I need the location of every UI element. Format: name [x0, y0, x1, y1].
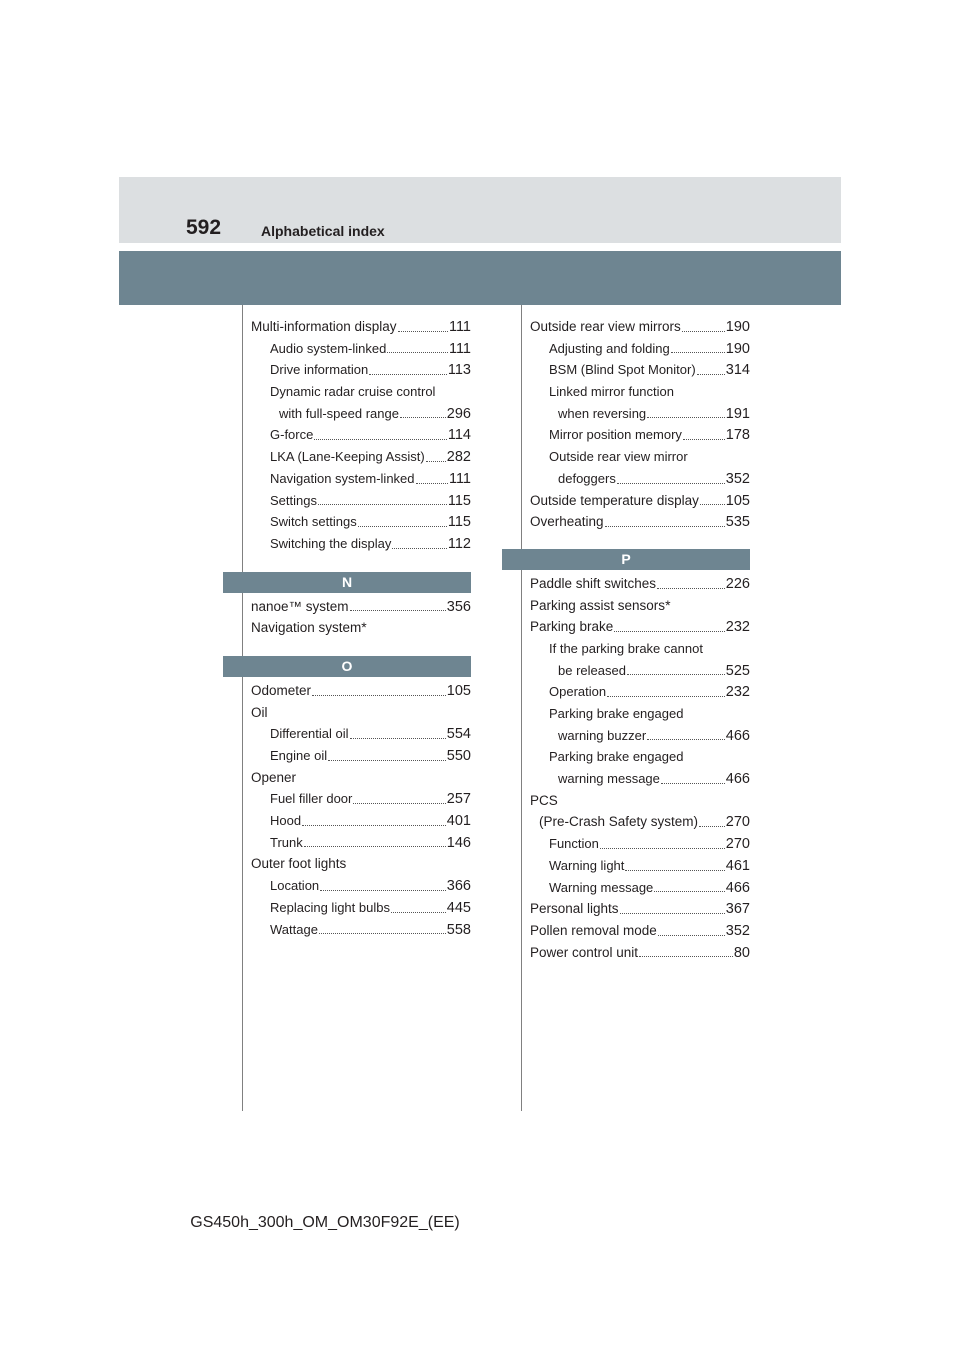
leader-dots — [699, 826, 725, 827]
index-entry — [251, 446, 471, 468]
index-entry — [251, 702, 471, 724]
entry-label: Overheating — [530, 514, 604, 530]
leader-dots — [671, 352, 725, 353]
index-entry — [251, 359, 471, 381]
entry-page-number: 111 — [448, 319, 471, 335]
index-entry — [530, 790, 750, 812]
entry-label: PCS — [530, 792, 558, 808]
page-number: 592 — [186, 216, 222, 239]
index-group-o-continued — [530, 316, 750, 533]
entry-label: Parking assist sensors — [530, 597, 666, 613]
leader-dots — [320, 890, 446, 891]
entry-page-number: 282 — [446, 449, 471, 466]
index-entry — [251, 853, 471, 875]
leader-dots — [658, 935, 725, 936]
index-entry — [530, 490, 750, 512]
entry-page-number: 190 — [725, 340, 750, 357]
entry-page-number: 466 — [725, 771, 750, 788]
entry-label: Switch settings — [270, 514, 357, 530]
entry-page-number: 554 — [446, 726, 471, 743]
entry-page-number: 445 — [446, 899, 471, 916]
entry-label: Paddle shift switches — [530, 575, 657, 591]
index-entry — [251, 723, 471, 745]
index-entry: Navigation system * — [251, 617, 471, 639]
entry-page-number: 111 — [448, 340, 471, 357]
index-entry — [530, 855, 750, 877]
entry-page-number: 401 — [446, 813, 471, 830]
entry-label: Navigation system-linked — [270, 470, 415, 486]
leader-dots — [614, 631, 725, 632]
index-entry — [530, 338, 750, 360]
index-entry — [530, 403, 750, 425]
leader-dots — [654, 891, 725, 892]
index-entry — [530, 511, 750, 533]
index-entry — [251, 424, 471, 446]
index-entry — [251, 338, 471, 360]
leader-dots — [314, 439, 447, 440]
entry-page-number: 314 — [725, 362, 750, 379]
leader-dots — [400, 417, 446, 418]
leader-dots — [620, 913, 725, 914]
entry-label: nanoe™ system — [251, 598, 349, 614]
leader-dots — [369, 374, 447, 375]
entry-label: defoggers — [558, 470, 616, 486]
entry-page-number: 257 — [446, 791, 471, 808]
entry-page-number: 232 — [725, 619, 750, 636]
entry-page-number: 115 — [447, 492, 471, 509]
leader-dots — [647, 739, 725, 740]
entry-label: Parking brake — [530, 619, 614, 635]
entry-label: G-force — [270, 427, 314, 443]
leader-dots — [391, 912, 446, 913]
entry-label: Operation — [549, 684, 607, 700]
right-column — [530, 316, 750, 963]
header-bar — [119, 251, 841, 305]
leader-dots — [387, 352, 448, 353]
entry-label: Dynamic radar cruise control — [270, 384, 436, 400]
leader-dots — [426, 461, 446, 462]
entry-page-number: 367 — [725, 901, 750, 918]
entry-label: with full-speed range — [279, 405, 399, 421]
entry-label: Multi-information display — [251, 319, 397, 334]
leader-dots — [627, 674, 725, 675]
leader-dots — [312, 695, 446, 696]
entry-label: warning message — [558, 771, 660, 787]
index-entry — [530, 920, 750, 942]
entry-label: Adjusting and folding — [549, 340, 670, 356]
entry-page-number: 111 — [448, 470, 471, 487]
index-entry — [251, 919, 471, 941]
index-entry — [251, 403, 471, 425]
entry-page-number: 115 — [447, 514, 471, 531]
index-entry — [530, 638, 750, 660]
entry-label: BSM (Blind Spot Monitor) — [549, 362, 696, 378]
entry-label: (Pre-Crash Safety system) — [539, 814, 699, 830]
entry-label: Wattage — [270, 921, 318, 937]
entry-page-number: 356 — [446, 598, 471, 615]
index-entry — [530, 681, 750, 703]
entry-label: be released — [558, 662, 626, 678]
entry-label: Outer foot lights — [251, 856, 347, 872]
index-entry — [530, 833, 750, 855]
leader-dots — [304, 846, 446, 847]
leader-dots — [416, 483, 448, 484]
entry-label: Differential oil — [270, 726, 349, 742]
entry-page-number: 105 — [446, 682, 471, 699]
index-entry — [530, 381, 750, 403]
header-band — [119, 177, 841, 243]
leader-dots — [607, 696, 725, 697]
index-entry — [530, 468, 750, 490]
entry-page-number: 112 — [447, 535, 471, 552]
entry-page-number: 113 — [447, 362, 471, 379]
entry-label: warning buzzer — [558, 727, 647, 743]
entry-label: Warning light — [549, 857, 625, 873]
index-entry — [251, 680, 471, 702]
leader-dots — [318, 504, 447, 505]
entry-label: Location — [270, 878, 320, 894]
leader-dots — [617, 483, 725, 484]
index-entry — [530, 898, 750, 920]
index-entry — [251, 511, 471, 533]
leader-dots — [392, 548, 446, 549]
entry-label: Switching the display — [270, 535, 392, 551]
entry-label: Outside rear view mirrors — [530, 319, 681, 334]
index-entry — [251, 381, 471, 403]
document-code: GS450h_300h_OM_OM30F92E_(EE) — [190, 1214, 460, 1231]
entry-label: LKA (Lane-Keeping Assist) — [270, 449, 425, 465]
leader-dots — [661, 783, 725, 784]
index-entry — [251, 490, 471, 512]
entry-label: Parking brake engaged — [549, 706, 684, 721]
index-entry — [530, 660, 750, 682]
index-entry — [530, 359, 750, 381]
letter-heading-o: O — [223, 656, 471, 677]
leader-dots — [353, 803, 445, 804]
entry-page-number: 535 — [725, 514, 750, 531]
letter-heading-n: N — [223, 572, 471, 593]
entry-label: Power control unit — [530, 944, 639, 960]
entry-page-number: 461 — [725, 857, 750, 874]
entry-label: Outside rear view mirror — [549, 449, 688, 465]
entry-page-number: 270 — [725, 836, 750, 853]
entry-label: Parking brake engaged — [549, 749, 684, 765]
leader-dots — [700, 504, 725, 505]
index-entry — [251, 897, 471, 919]
entry-label: when reversing — [558, 405, 647, 421]
index-entry — [251, 767, 471, 789]
index-group-m — [251, 316, 471, 555]
index-entry — [530, 446, 750, 468]
index-entry — [530, 725, 750, 747]
entry-label: Personal lights — [530, 901, 619, 917]
index-entry — [530, 703, 750, 725]
index-entry — [251, 745, 471, 767]
entry-label: Pollen removal mode — [530, 922, 657, 938]
leader-dots — [697, 374, 725, 375]
leader-dots — [657, 588, 725, 589]
leader-dots — [647, 417, 725, 418]
entry-label: Drive information — [270, 362, 369, 378]
entry-page-number: 114 — [447, 427, 471, 444]
index-entry — [530, 316, 750, 338]
entry-page-number: 232 — [725, 684, 750, 701]
entry-page-number: 190 — [725, 319, 750, 335]
entry-label: Odometer — [251, 682, 312, 698]
index-group-p — [530, 573, 750, 963]
entry-page-number: 352 — [725, 922, 750, 939]
left-column-rule — [242, 305, 243, 1111]
index-group-o — [251, 680, 471, 940]
entry-page-number: 466 — [725, 879, 750, 896]
entry-page-number: 558 — [446, 921, 471, 938]
entry-label: Function — [549, 836, 599, 852]
leader-dots — [302, 825, 446, 826]
index-group-n — [251, 596, 471, 639]
index-entry — [251, 316, 471, 338]
entry-page-number: 296 — [446, 405, 471, 422]
index-entry — [530, 942, 750, 964]
entry-page-number: 226 — [725, 575, 750, 592]
index-entry — [251, 875, 471, 897]
entry-label: Warning message — [549, 879, 654, 895]
entry-page-number: 178 — [725, 427, 750, 444]
entry-label: If the parking brake cannot — [549, 640, 703, 656]
leader-dots — [639, 956, 733, 957]
index-entry — [251, 810, 471, 832]
entry-label: Mirror position memory — [549, 427, 682, 443]
leader-dots — [398, 331, 448, 332]
entry-label: Opener — [251, 769, 297, 785]
index-entry — [251, 596, 471, 618]
entry-page-number: 466 — [725, 727, 750, 744]
entry-label: Outside temperature display — [530, 492, 699, 508]
entry-label: Replacing light bulbs — [270, 899, 390, 915]
leader-dots — [625, 870, 724, 871]
leader-dots — [350, 738, 446, 739]
section-title: Alphabetical index — [261, 223, 385, 239]
index-entry — [251, 788, 471, 810]
entry-page-number: 105 — [725, 492, 750, 509]
left-column — [251, 316, 471, 940]
leader-dots — [358, 526, 447, 527]
entry-page-number: 366 — [446, 878, 471, 895]
leader-dots — [328, 760, 446, 761]
entry-label: Settings — [270, 492, 317, 508]
entry-page-number: 525 — [725, 662, 750, 679]
entry-page-number: 146 — [446, 834, 471, 851]
entry-page-number: 191 — [725, 405, 750, 422]
index-entry — [530, 811, 750, 833]
entry-page-number: 550 — [446, 748, 471, 764]
index-entry — [251, 832, 471, 854]
leader-dots — [682, 331, 725, 332]
index-entry — [530, 768, 750, 790]
entry-label: Oil — [251, 704, 268, 720]
entry-label: Fuel filler door — [270, 791, 353, 807]
entry-page-number: 80 — [733, 944, 750, 961]
index-entry — [251, 468, 471, 490]
index-entry: Parking assist sensors * — [530, 595, 750, 617]
leader-dots — [350, 610, 446, 611]
entry-label: Trunk — [270, 834, 303, 850]
index-entry — [530, 573, 750, 595]
entry-label: Engine oil — [270, 748, 328, 763]
index-entry — [530, 616, 750, 638]
leader-dots — [605, 526, 725, 527]
leader-dots — [600, 848, 725, 849]
index-entry — [251, 533, 471, 555]
leader-dots — [319, 933, 446, 934]
right-column-rule — [521, 305, 522, 1111]
letter-heading-p: P — [502, 549, 750, 570]
index-entry — [530, 746, 750, 768]
entry-label: Linked mirror function — [549, 384, 674, 400]
entry-label: Hood — [270, 813, 302, 829]
entry-label: Navigation system — [251, 620, 362, 636]
index-entry — [530, 424, 750, 446]
entry-page-number: 270 — [725, 814, 750, 831]
entry-label: Audio system-linked — [270, 340, 387, 356]
index-entry — [530, 877, 750, 899]
leader-dots — [683, 439, 725, 440]
entry-page-number: 352 — [725, 470, 750, 487]
